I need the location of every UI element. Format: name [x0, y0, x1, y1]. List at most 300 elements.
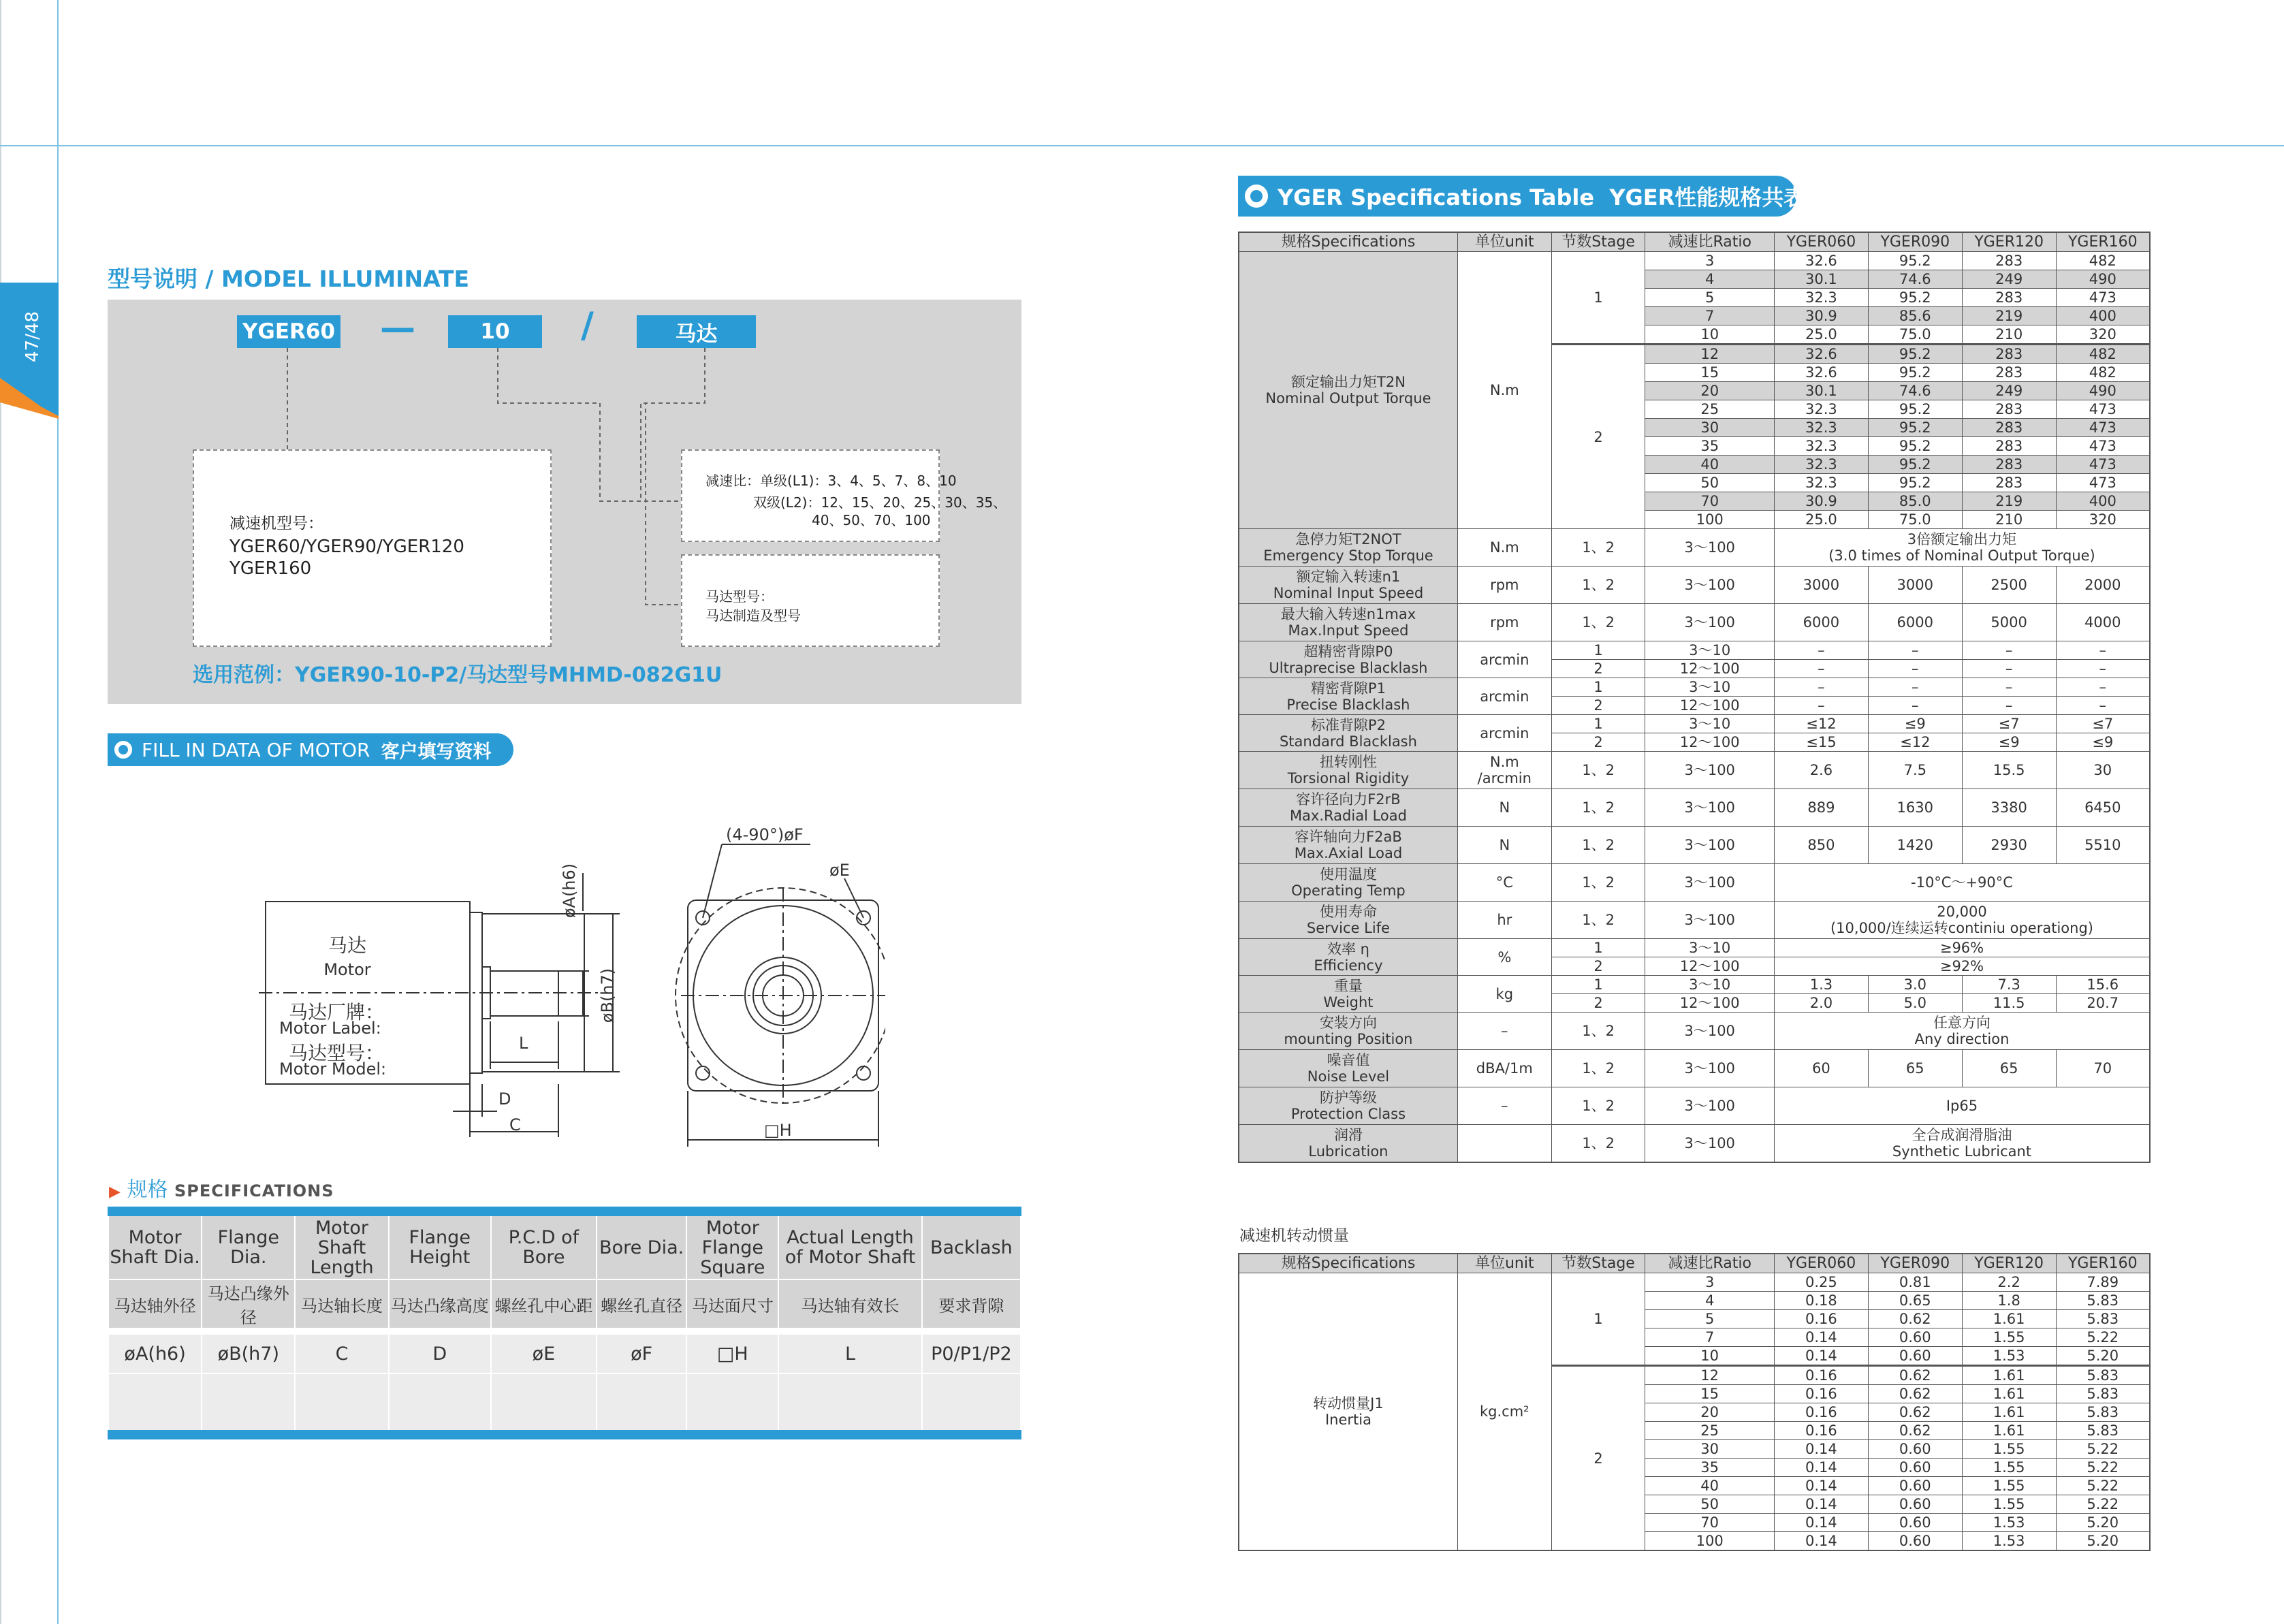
spec-title-en: SPECIFICATIONS — [174, 1181, 334, 1200]
row-ratio: 3～100 — [1645, 1125, 1775, 1163]
row-ratio: 12～100 — [1645, 733, 1775, 752]
dim-e-label: øE — [829, 861, 850, 880]
value-cell: 32.3 — [1774, 400, 1868, 419]
row-life — [1239, 902, 2150, 939]
row-stage: 1、2 — [1551, 567, 1645, 604]
value-cell: ≤12 — [1868, 733, 1962, 752]
row-ratio: 3～100 — [1645, 567, 1775, 604]
value-cell: 283 — [1962, 456, 2056, 474]
bullet-ring-icon — [1245, 185, 1268, 208]
row-name-en: Torsional Rigidity — [1287, 770, 1410, 786]
value-cell: 1420 — [1868, 827, 1962, 864]
value-cell: 249 — [1962, 382, 2056, 400]
value-cell: 0.81 — [1868, 1273, 1962, 1292]
value-cell: 5.22 — [2056, 1495, 2150, 1514]
row-name-en: Max.Input Speed — [1288, 622, 1409, 639]
row-name-cn: 润滑 — [1333, 1127, 1363, 1143]
value-cell: 1.8 — [1962, 1292, 2056, 1310]
value-cell: 1.53 — [1962, 1514, 2056, 1532]
value-cell: ≤9 — [2056, 733, 2150, 752]
code-slash: / — [581, 305, 594, 346]
spec-symbol: øE — [491, 1334, 597, 1373]
ratio-box — [681, 449, 1007, 542]
row-ratio: 50 — [1645, 1495, 1775, 1514]
motor-dimension-drawing — [245, 817, 885, 1158]
row-ratio: 30 — [1645, 419, 1775, 437]
value-cell: – — [1868, 678, 1962, 697]
row-ratio: 20 — [1645, 382, 1775, 400]
inertia-caption: 减速机转动惯量 — [1239, 1227, 1349, 1245]
value-cell: 249 — [1962, 270, 2056, 289]
inertia-header: 节数Stage — [1551, 1254, 1645, 1273]
value-cell: 0.60 — [1868, 1328, 1962, 1347]
row-ratio: 10 — [1645, 1347, 1775, 1366]
spec-input-cell[interactable] — [202, 1373, 295, 1435]
row-ratio: 3 — [1645, 1273, 1775, 1292]
model-illuminate-title: 型号说明 / MODEL ILLUMINATE — [108, 266, 470, 292]
value-cell: – — [1868, 660, 1962, 678]
value-cell: 1.61 — [1962, 1403, 2056, 1422]
value-cell: 0.60 — [1868, 1532, 1962, 1551]
value-cell: 283 — [1962, 474, 2056, 492]
spec-header-cn: 螺丝孔直径 — [597, 1279, 686, 1328]
row-name — [1239, 252, 1457, 529]
row-stage: 1 — [1551, 976, 1645, 994]
value-cell: 95.2 — [1868, 474, 1962, 492]
value-cell: 473 — [2056, 400, 2150, 419]
ratio-l2b: 40、50、70、100 — [812, 512, 931, 528]
fill-motor-title: FILL IN DATA OF MOTOR — [142, 738, 370, 761]
row-stage: 2 — [1551, 697, 1645, 715]
model-box-values-2: YGER160 — [229, 558, 312, 579]
row-ratio: 3～100 — [1645, 1050, 1775, 1087]
motor-label-cn: 马达厂牌： — [289, 1001, 385, 1023]
spec-header: Backlash — [922, 1211, 1021, 1279]
estop-name — [1239, 529, 1457, 567]
row-unit: arcmin — [1457, 641, 1551, 678]
row-ratio: 3～100 — [1645, 1087, 1775, 1125]
model-box — [193, 449, 552, 647]
value-cell: 0.14 — [1774, 1347, 1868, 1366]
row-unit: rpm — [1457, 567, 1551, 604]
value-cell: 32.3 — [1774, 437, 1868, 456]
spec-input-cell[interactable] — [108, 1373, 202, 1435]
dim-l-label: L — [519, 1034, 528, 1053]
value-cell: 85.0 — [1868, 492, 1962, 511]
value-cell: 1.61 — [1962, 1310, 2056, 1328]
row-ratio: 3～10 — [1645, 641, 1775, 660]
value-cell: 283 — [1962, 437, 2056, 456]
row-unit: kg.cm² — [1457, 1273, 1551, 1551]
value-cell: 30.1 — [1774, 382, 1868, 400]
row-stage: 1 — [1551, 939, 1645, 957]
row-stage: 1 — [1551, 715, 1645, 733]
value-cell: 32.6 — [1774, 345, 1868, 364]
row-name-en: Max.Radial Load — [1289, 808, 1407, 824]
value-cell: 0.16 — [1774, 1422, 1868, 1440]
estop-value — [1774, 529, 2150, 567]
ratio-l1: 减速比：单级(L1)：3、4、5、7、8、10 — [705, 473, 957, 489]
model-box-values-1: YGER60/YGER90/YGER120 — [229, 537, 464, 557]
value-cell: 95.2 — [1868, 345, 1962, 364]
row-temp — [1239, 864, 2150, 902]
value-cell: 850 — [1774, 827, 1868, 864]
spec-header-cn: 要求背隙 — [922, 1279, 1021, 1328]
value-cell: 0.14 — [1774, 1440, 1868, 1459]
value-cell: 210 — [1962, 325, 2056, 345]
spec-input-cell[interactable] — [389, 1373, 491, 1435]
value-cell: 5.0 — [1868, 994, 1962, 1013]
dim-f-label: (4-90°)øF — [726, 825, 804, 844]
value-cell: 5.83 — [2056, 1310, 2150, 1328]
value-cell: 5.20 — [2056, 1347, 2150, 1366]
spec-symbol: L — [778, 1334, 921, 1373]
row-unit: hr — [1457, 902, 1551, 939]
table-row — [1239, 1273, 2150, 1292]
inertia-header: YGER090 — [1868, 1254, 1962, 1273]
row-p1-1 — [1239, 678, 2150, 697]
value-cell: 30.1 — [1774, 270, 1868, 289]
value-cell: 482 — [2056, 252, 2150, 270]
value-cell: 32.3 — [1774, 474, 1868, 492]
value-cell: 0.14 — [1774, 1532, 1868, 1551]
inertia-header: YGER120 — [1962, 1254, 2056, 1273]
value-cell: 32.3 — [1774, 456, 1868, 474]
value-cell: ≤9 — [1868, 715, 1962, 733]
perf-table-section-header — [1238, 176, 1806, 217]
spec-header-cn: 马达凸缘高度 — [389, 1279, 491, 1328]
value-cell: 5.83 — [2056, 1366, 2150, 1385]
row-name-en: Efficiency — [1314, 957, 1383, 974]
row-ratio: 70 — [1645, 1514, 1775, 1532]
value-cell: 95.2 — [1868, 364, 1962, 382]
row-name-en: Emergency Stop Torque — [1263, 547, 1433, 564]
value-cell: Ip65 — [1774, 1087, 2150, 1125]
spec-symbol: øB(h7) — [202, 1334, 295, 1373]
spec-symbol: P0/P1/P2 — [922, 1334, 1021, 1373]
value-cell: 65 — [1868, 1050, 1962, 1087]
row-p0-1 — [1239, 641, 2150, 660]
value-cell: 0.62 — [1868, 1422, 1962, 1440]
value-cell: 32.6 — [1774, 252, 1868, 270]
row-ratio: 25 — [1645, 1422, 1775, 1440]
value-cell: 0.60 — [1868, 1347, 1962, 1366]
value-cell: 3000 — [1774, 567, 1868, 604]
value-cell: 473 — [2056, 419, 2150, 437]
row-name-cn: 标准背隙P2 — [1310, 716, 1386, 733]
value-cell: 0.60 — [1868, 1514, 1962, 1532]
value-cell: 30 — [2056, 752, 2150, 789]
table-row — [1239, 252, 2150, 270]
torque-rows — [1239, 252, 2150, 529]
row-name-cn: 额定输入转速n1 — [1296, 569, 1401, 585]
value-line: 20,000 — [1937, 904, 1987, 920]
row-stage: 1、2 — [1551, 1125, 1645, 1163]
value-cell: 0.14 — [1774, 1459, 1868, 1477]
row-ratio: 3～100 — [1645, 789, 1775, 827]
value-cell: 2.6 — [1774, 752, 1868, 789]
value-cell: 5.83 — [2056, 1422, 2150, 1440]
value-cell: 6450 — [2056, 789, 2150, 827]
value-en: Any direction — [1914, 1031, 2010, 1047]
row-ratio: 12～100 — [1645, 697, 1775, 715]
row-stage: 1、2 — [1551, 529, 1645, 567]
value-cell: 400 — [2056, 492, 2150, 511]
row-stage: 1、2 — [1551, 827, 1645, 864]
ratio-l2a: 双级(L2)：12、15、20、25、30、35、 — [753, 494, 1007, 511]
row-wt-1 — [1239, 976, 2150, 994]
spec-header: Motor Shaft Dia. — [108, 1211, 202, 1279]
row-name-en: Ultraprecise Blacklash — [1269, 659, 1428, 676]
value-cell: 0.60 — [1868, 1495, 1962, 1514]
value-cell: 1630 — [1868, 789, 1962, 827]
value-cell: 283 — [1962, 400, 2056, 419]
motor-label-en: Motor Label: — [279, 1019, 381, 1038]
value-cell: – — [2056, 660, 2150, 678]
value-cell: 3380 — [1962, 789, 2056, 827]
row-ratio: 7 — [1645, 1328, 1775, 1347]
inertia-header: YGER060 — [1774, 1254, 1868, 1273]
row-ratio: 3～10 — [1645, 715, 1775, 733]
dim-d-label: D — [498, 1089, 511, 1109]
perf-header: YGER060 — [1774, 232, 1868, 252]
value-cell: 2500 — [1962, 567, 2056, 604]
value-cell: 1.55 — [1962, 1477, 2056, 1495]
value-cell: 473 — [2056, 456, 2150, 474]
dim-b-label: øB(h7) — [598, 968, 617, 1023]
value-cell: 60 — [1774, 1050, 1868, 1087]
row-ratio: 50 — [1645, 474, 1775, 492]
value-cell: 15.6 — [2056, 976, 2150, 994]
inertia-header: 减速比Ratio — [1645, 1254, 1775, 1273]
spec-input-cell[interactable] — [922, 1373, 1021, 1435]
value-cell: 490 — [2056, 270, 2150, 289]
row-name-cn: 效率 η — [1327, 940, 1369, 957]
row-unit: – — [1457, 1087, 1551, 1125]
value-cell: 0.62 — [1868, 1403, 1962, 1422]
value-cell: 219 — [1962, 307, 2056, 325]
row-name-cn: 容许径向力F2rB — [1296, 791, 1401, 808]
row-ratio: 4 — [1645, 270, 1775, 289]
value-cell: 95.2 — [1868, 400, 1962, 419]
spec-input-cell[interactable] — [491, 1373, 597, 1435]
row-name-en: Protection Class — [1290, 1106, 1406, 1122]
value-cell: 7.89 — [2056, 1273, 2150, 1292]
spec-header-cn: 马达轴外径 — [108, 1279, 202, 1328]
row-ratio: 15 — [1645, 364, 1775, 382]
value-cell: ≥92% — [1774, 957, 2150, 976]
value-cell: 74.6 — [1868, 270, 1962, 289]
spec-header: Bore Dia. — [597, 1211, 686, 1279]
spec-title-cn: 规格 — [127, 1178, 168, 1202]
perf-table-title: YGER Specifications Table YGER性能规格共表 — [1278, 185, 1806, 210]
value-cell: 1.55 — [1962, 1495, 2056, 1514]
value-cell: 1.61 — [1962, 1385, 2056, 1403]
row-ratio: 3～100 — [1645, 864, 1775, 902]
value-cell: 5.20 — [2056, 1532, 2150, 1551]
value-cell: 70 — [2056, 1050, 2150, 1087]
value-cell: – — [1868, 641, 1962, 660]
row-ratio: 3～10 — [1645, 678, 1775, 697]
spec-symbol: □H — [686, 1334, 778, 1373]
value-cell: 74.6 — [1868, 382, 1962, 400]
value-cell: 2.2 — [1962, 1273, 2056, 1292]
value-cell: – — [2056, 678, 2150, 697]
spec-input-cell[interactable] — [597, 1373, 686, 1435]
perf-header: 减速比Ratio — [1645, 232, 1775, 252]
spec-symbol: øA(h6) — [108, 1334, 202, 1373]
inertia-table — [1238, 1253, 2151, 1551]
motor-model-en: Motor Model: — [279, 1060, 387, 1079]
value-cell: 5.83 — [2056, 1292, 2150, 1310]
code-ratio-chip: 10 — [448, 315, 542, 348]
row-ratio: 4 — [1645, 1292, 1775, 1310]
value-cell: 1.55 — [1962, 1440, 2056, 1459]
value-cell: 400 — [2056, 307, 2150, 325]
value-cell: 5.83 — [2056, 1385, 2150, 1403]
row-name-cn: 最大输入转速n1max — [1280, 606, 1416, 622]
value-cell: 4000 — [2056, 604, 2150, 641]
value-cell: 283 — [1962, 289, 2056, 307]
value-cell: 0.62 — [1868, 1310, 1962, 1328]
selection-example: 选用范例：YGER90-10-P2/马达型号MHMD-082G1U — [193, 663, 723, 687]
row-nmax — [1239, 604, 2150, 641]
row-noise — [1239, 1050, 2150, 1087]
value-cell: 6000 — [1774, 604, 1868, 641]
value-cell: 0.60 — [1868, 1440, 1962, 1459]
left-border — [0, 0, 1, 1624]
inertia-rows — [1239, 1273, 2150, 1551]
value-cell: ≤9 — [1962, 733, 2056, 752]
value-cell: 7.3 — [1962, 976, 2056, 994]
dim-a-label: øA(h6) — [560, 863, 579, 919]
row-nin — [1239, 567, 2150, 604]
row-name-en: mounting Position — [1284, 1031, 1413, 1047]
row-name-cn: 精密背隙P1 — [1310, 680, 1386, 697]
value-cell: 0.16 — [1774, 1403, 1868, 1422]
row-stage: 2 — [1551, 957, 1645, 976]
row-name-cn: 使用寿命 — [1319, 904, 1377, 920]
value-cell: – — [1962, 660, 2056, 678]
value-cell: 85.6 — [1868, 307, 1962, 325]
row-ratio: 3～100 — [1645, 604, 1775, 641]
row-stage: 1、2 — [1551, 604, 1645, 641]
value-cell: 95.2 — [1868, 252, 1962, 270]
value-cell: 210 — [1962, 511, 2056, 529]
page-number: 47/48 — [22, 311, 43, 363]
value-cell: 1.53 — [1962, 1532, 2056, 1551]
row-ratio: 20 — [1645, 1403, 1775, 1422]
value-cell: – — [1962, 641, 2056, 660]
specifications-header — [109, 1173, 334, 1203]
row-unit: /arcmin — [1477, 770, 1532, 786]
row-stage: 1 — [1551, 678, 1645, 697]
row-ratio: 3～100 — [1645, 752, 1775, 789]
value-cell: 0.16 — [1774, 1385, 1868, 1403]
value-cell: 0.62 — [1868, 1366, 1962, 1385]
value-cell: 1.53 — [1962, 1347, 2056, 1366]
value-cell: ≤7 — [1962, 715, 2056, 733]
row-name — [1239, 1273, 1457, 1551]
row-stage: 1 — [1551, 1273, 1645, 1366]
value-cell: 5.22 — [2056, 1477, 2150, 1495]
row-ratio: 12～100 — [1645, 660, 1775, 678]
perf-header: YGER160 — [2056, 232, 2150, 252]
spec-input-cell[interactable] — [686, 1373, 778, 1435]
value-cell: 0.60 — [1868, 1459, 1962, 1477]
value-cell: 95.2 — [1868, 437, 1962, 456]
value-cell: 473 — [2056, 289, 2150, 307]
row-lubrication — [1239, 1125, 2150, 1163]
row-stage: 1、2 — [1551, 789, 1645, 827]
row-name-en: Operating Temp — [1291, 882, 1406, 899]
value-cell: 2930 — [1962, 827, 2056, 864]
perf-header: YGER120 — [1962, 232, 2056, 252]
row-name-en: Lubrication — [1308, 1143, 1389, 1160]
value-cell: 15.5 — [1962, 752, 2056, 789]
row-name-en: Standard Blacklash — [1279, 733, 1417, 750]
value-line: (10,000/连续运转continiu operationg) — [1830, 920, 2093, 936]
value-cell: 30.9 — [1774, 492, 1868, 511]
row-stage: 1、2 — [1551, 1050, 1645, 1087]
dim-h-label: □H — [764, 1121, 792, 1140]
spec-input-cell[interactable] — [778, 1373, 921, 1435]
motor-specifications-table — [108, 1207, 1021, 1439]
value-cell: 320 — [2056, 325, 2150, 345]
value-cell: 5.83 — [2056, 1403, 2150, 1422]
value-cell: 1.3 — [1774, 976, 1868, 994]
value-cell: 75.0 — [1868, 325, 1962, 345]
header-rule — [0, 145, 2284, 146]
value-cell: – — [1774, 678, 1868, 697]
value-cell: 0.16 — [1774, 1366, 1868, 1385]
value-cell: 0.14 — [1774, 1495, 1868, 1514]
row-name-en: Max.Axial Load — [1294, 845, 1403, 861]
bullet-ring-icon — [114, 741, 132, 759]
row-name-cn: 噪音值 — [1327, 1052, 1370, 1068]
perf-header: 单位unit — [1457, 232, 1551, 252]
row-name-en: Service Life — [1306, 920, 1391, 936]
row-ratio: 70 — [1645, 492, 1775, 511]
value-cell: 0.14 — [1774, 1514, 1868, 1532]
value-cell: 3000 — [1868, 567, 1962, 604]
row-stage: 2 — [1551, 733, 1645, 752]
row-unit: N — [1457, 827, 1551, 864]
row-name-en: Nominal Input Speed — [1273, 585, 1424, 601]
value-cell: 3.0 — [1868, 976, 1962, 994]
spec-symbol: D — [389, 1334, 491, 1373]
row-ratio: 12～100 — [1645, 994, 1775, 1013]
value-cell: 482 — [2056, 345, 2150, 364]
row-name-cn: 重量 — [1333, 977, 1363, 994]
row-name-cn: 转动惯量J1 — [1313, 1395, 1384, 1412]
perf-header: 规格Specifications — [1239, 232, 1457, 252]
value-cell: 32.6 — [1774, 364, 1868, 382]
row-ratio: 25 — [1645, 400, 1775, 419]
value-cell: – — [2056, 641, 2150, 660]
value-cell: 5510 — [2056, 827, 2150, 864]
value-cell: 20.7 — [2056, 994, 2150, 1013]
row-ratio: 40 — [1645, 1477, 1775, 1495]
value-cell: 11.5 — [1962, 994, 2056, 1013]
row-unit: – — [1457, 1013, 1551, 1050]
spec-input-cell[interactable] — [295, 1373, 388, 1435]
value-cell: 2000 — [2056, 567, 2150, 604]
row-name-en: Nominal Output Torque — [1265, 390, 1431, 407]
value-cell: 283 — [1962, 364, 2056, 382]
value-cell: 75.0 — [1868, 511, 1962, 529]
motor-en: Motor — [323, 960, 371, 979]
